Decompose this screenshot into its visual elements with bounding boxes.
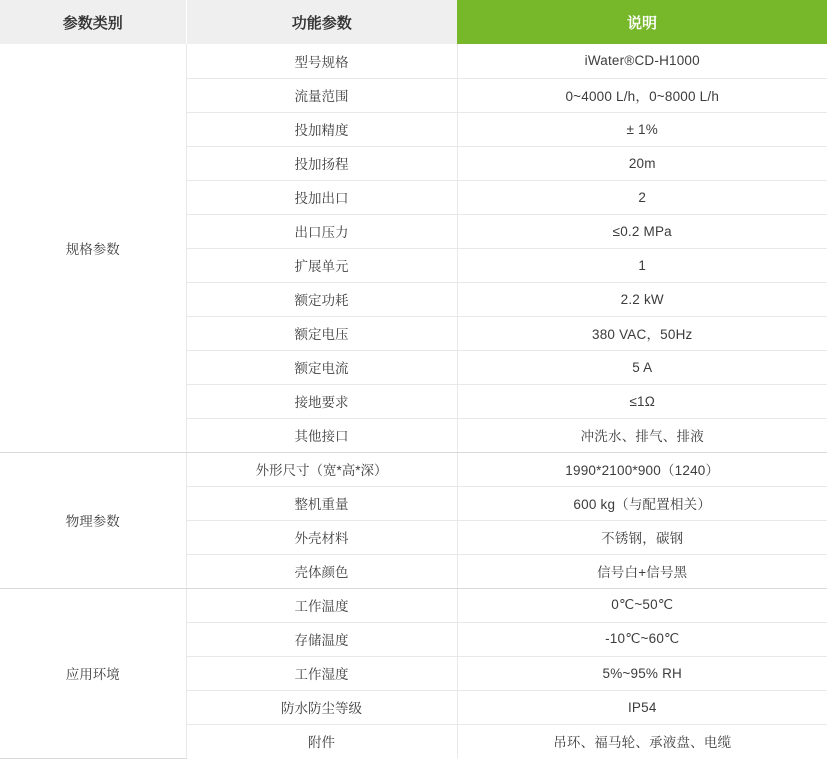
- description-cell: 380 VAC，50Hz: [457, 316, 827, 350]
- description-cell: 不锈钢，碳钢: [457, 520, 827, 554]
- parameter-cell: 出口压力: [186, 214, 457, 248]
- description-cell: 5 A: [457, 350, 827, 384]
- description-cell: 冲洗水、排气、排液: [457, 418, 827, 452]
- parameter-cell: 投加出口: [186, 180, 457, 214]
- description-cell: 信号白+信号黑: [457, 554, 827, 588]
- description-cell: -10℃~60℃: [457, 622, 827, 656]
- header-row: [0, 0, 827, 44]
- category-cell: 应用环境: [0, 588, 186, 758]
- parameter-cell: 投加精度: [186, 112, 457, 146]
- parameter-cell: 外形尺寸（宽*高*深）: [186, 452, 457, 486]
- parameter-cell: 工作温度: [186, 588, 457, 622]
- table-header: [0, 0, 827, 44]
- description-cell: ≤1Ω: [457, 384, 827, 418]
- description-cell: 5%~95% RH: [457, 656, 827, 690]
- parameter-cell: 壳体颜色: [186, 554, 457, 588]
- description-cell: 0℃~50℃: [457, 588, 827, 622]
- parameter-cell: 扩展单元: [186, 248, 457, 282]
- description-cell: 0~4000 L/h，0~8000 L/h: [457, 78, 827, 112]
- table-row: [0, 44, 827, 78]
- column-header-description: 说明: [457, 0, 827, 44]
- parameter-cell: 外壳材料: [186, 520, 457, 554]
- description-cell: 20m: [457, 146, 827, 180]
- parameter-cell: 存储温度: [186, 622, 457, 656]
- column-header-parameter: 功能参数: [186, 0, 457, 44]
- description-cell: 1990*2100*900（1240）: [457, 452, 827, 486]
- description-cell: 2.2 kW: [457, 282, 827, 316]
- description-cell: ± 1%: [457, 112, 827, 146]
- description-cell: iWater®CD-H1000: [457, 44, 827, 78]
- parameter-cell: 额定功耗: [186, 282, 457, 316]
- parameter-cell: 防水防尘等级: [186, 690, 457, 724]
- category-cell: 规格参数: [0, 44, 186, 452]
- description-cell: ≤0.2 MPa: [457, 214, 827, 248]
- table-body: [0, 44, 827, 758]
- parameter-cell: 接地要求: [186, 384, 457, 418]
- parameter-cell: 其他接口: [186, 418, 457, 452]
- description-cell: IP54: [457, 690, 827, 724]
- parameter-cell: 工作湿度: [186, 656, 457, 690]
- parameter-cell: 附件: [186, 724, 457, 758]
- description-cell: 1: [457, 248, 827, 282]
- description-cell: 600 kg（与配置相关）: [457, 486, 827, 520]
- parameter-cell: 投加扬程: [186, 146, 457, 180]
- table-row: [0, 452, 827, 486]
- parameter-cell: 额定电压: [186, 316, 457, 350]
- description-cell: 吊环、福马轮、承液盘、电缆: [553, 735, 732, 751]
- table-row: [0, 588, 827, 622]
- category-cell: 物理参数: [0, 452, 186, 588]
- parameter-cell: 额定电流: [186, 350, 457, 384]
- column-header-category: 参数类别: [0, 0, 186, 44]
- parameter-cell: 型号规格: [186, 44, 457, 78]
- parameter-cell: 整机重量: [186, 486, 457, 520]
- description-cell: 2: [457, 180, 827, 214]
- parameter-cell: 流量范围: [186, 78, 457, 112]
